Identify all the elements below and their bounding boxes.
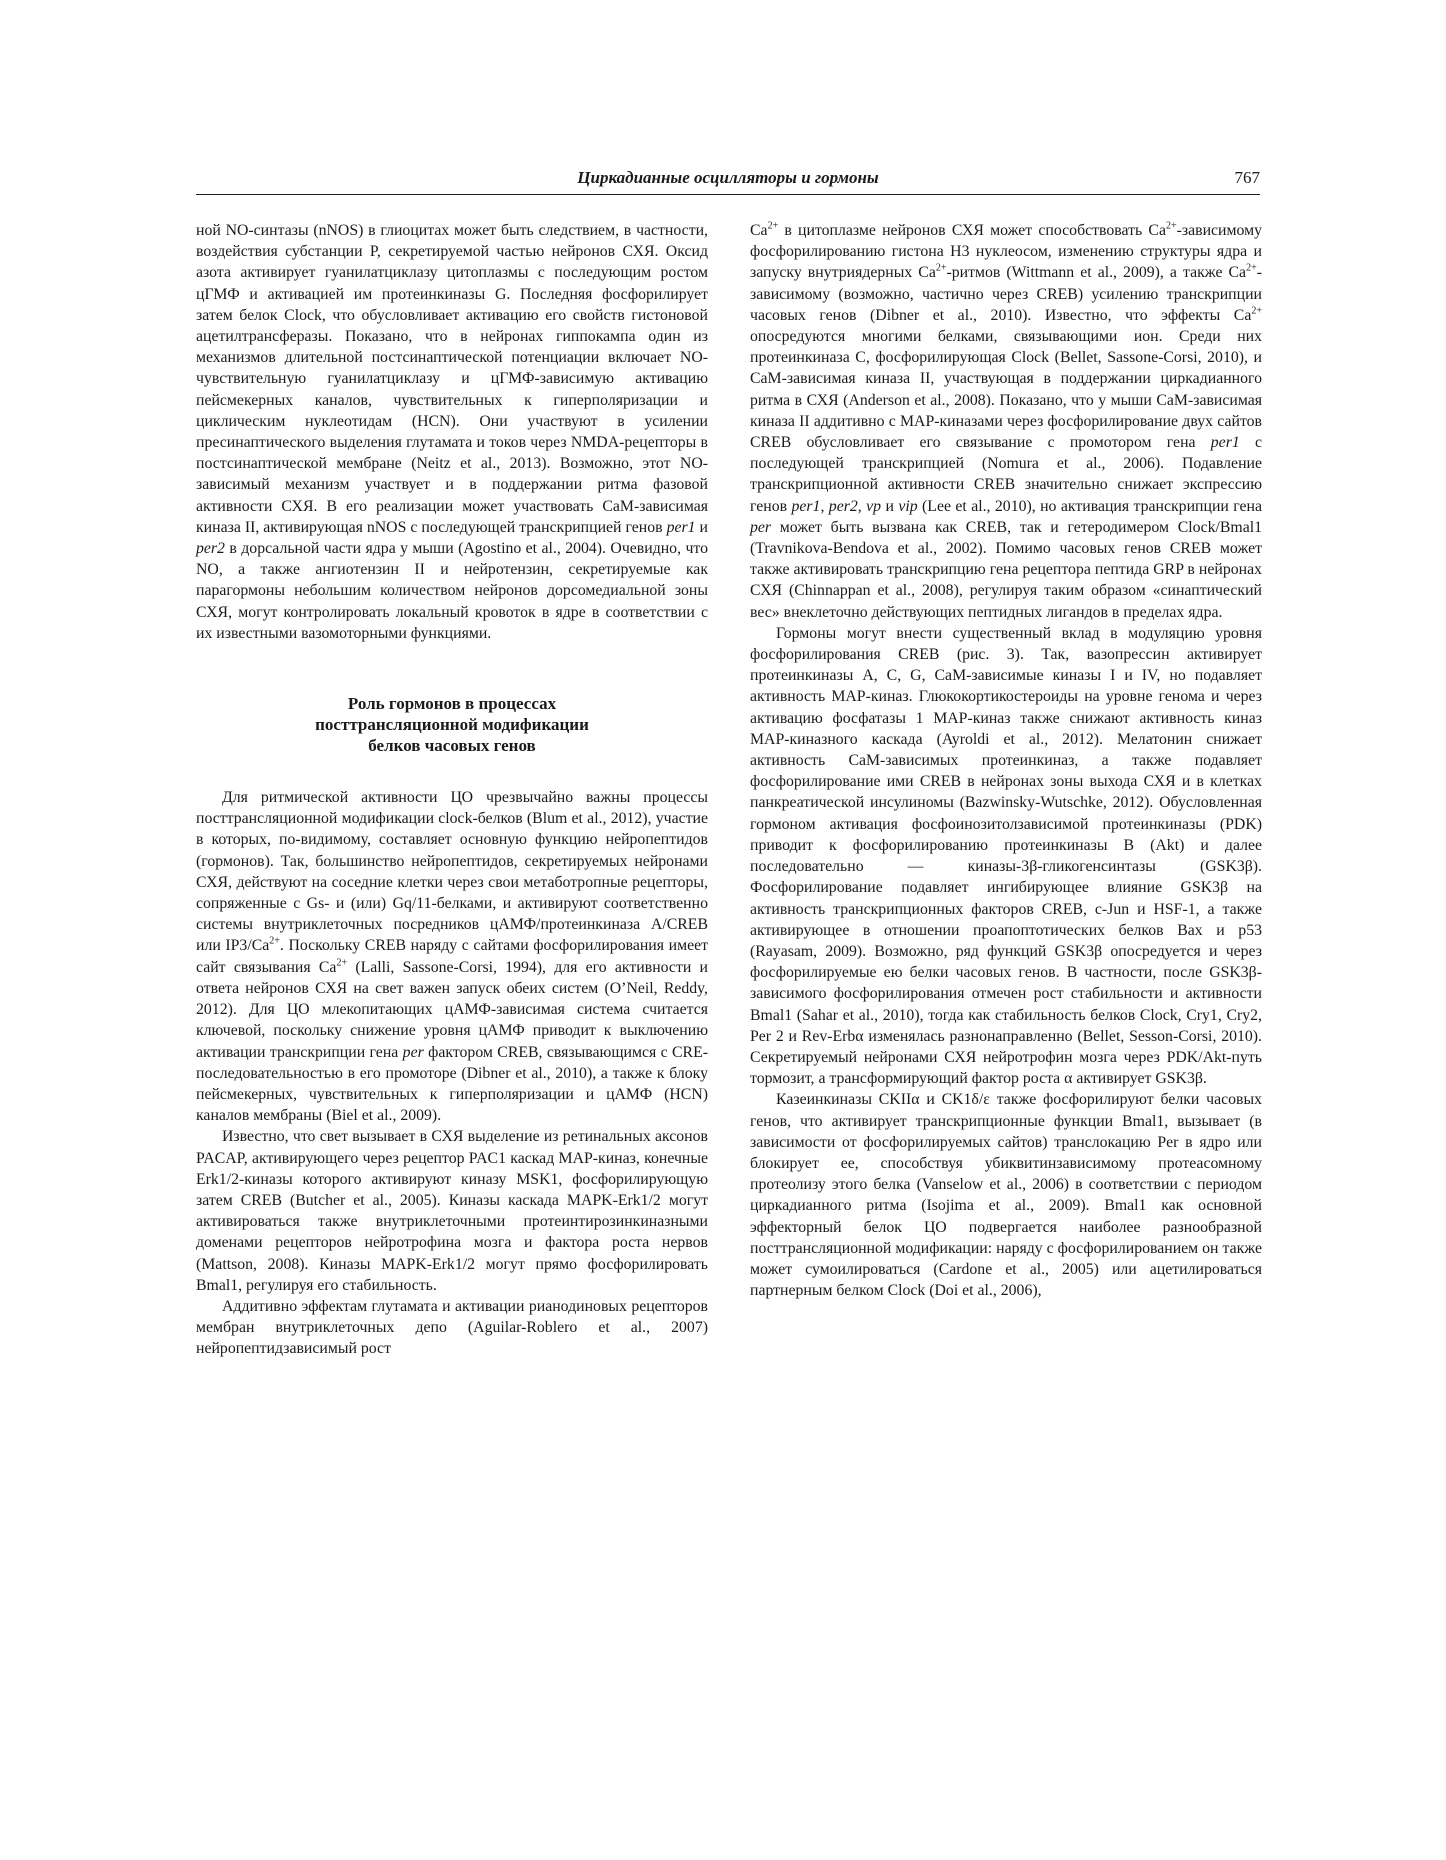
page-number: 767 — [1234, 168, 1260, 187]
paragraph: Для ритмической активности ЦО чрезвычайно важны процессы посттрансляционной модификации clock-белков (Blum et al., 2012), участие в которых, по-видимому, составляет основную функцию нейропептидов (гормонов). Так, большинство нейропептидов, секретируемых нейронами СХЯ, действуют на соседние клетки через свои метаботропные рецепторы, сопряженные с Gs- и (или) Gq/11-белками, и активируют соответственно системы внутриклеточных посредников цАМФ/протеинкиназа A/CREB или $IP3/Ca^{2+}$. Поскольку CREB наряду с сайтами фосфорилирования имеет сайт связывания $Ca^{2+}$ (Lalli, Sassone-Corsi, 1994), для его активности и ответа нейронов СХЯ на свет важен запуск обеих систем (O’Neil, Reddy, 2012). Для ЦО млекопитающих цАМФ-зависимая система считается ключевой, поскольку снижение уровня цАМФ приводит к выключению активации транскрипции гена per фактором CREB, связывающимся с CRE-последовательностью в его промоторе (Dibner et al., 2010), а также к блоку пейсмекерных, чувствительных к гиперполяризации и цАМФ (HCN) каналов мембраны (Biel et al., 2009). — [196, 789, 709, 1125]
right-column — [750, 220, 1262, 1301]
paragraph: $Ca^{2+}$ в цитоплазме нейронов СХЯ может способствовать $Ca^{2+}$-зависимому фосфорилированию гистона H3 нуклеосом, изменению структуры ядра и запуску внутриядерных $Ca^{2+}$-ритмов (Wittmann et al., 2009), а также $Ca^{2+}$-зависимому (возможно, частично через CREB) усилению транскрипции часовых генов (Dibner et al., 2010). Известно, что эффекты $Ca^{2+}$ опосредуются многими белками, связывающими ион. Среди них протеинкиназа C, фосфорилирующая Clock (Bellet, Sassone-Corsi, 2010), и CaM-зависимая киназа II, участвующая в поддержании циркадианного ритма в СХЯ (Anderson et al., 2008). Показано, что у мыши CaM-зависимая киназа II аддитивно с MAP-киназами через фосфорилирование двух сайтов CREB обусловливает его связывание с промотором гена per1 с последующей транскрипцией (Nomura et al., 2006). Подавление транскрипционной активности CREB значительно снижает экспрессию генов per1, per2, vp и vip (Lee et al., 2010), но активация транскрипции гена per может быть вызвана как CREB, так и гетеродимером Clock/Bmal1 (Travnikova-Bendova et al., 2002). Помимо часовых генов CREB может также активировать транскрипцию гена рецептора пептида GRP в нейронах СХЯ (Chinnappan et al., 2008), регулируя таким образом «синаптический вес» внеклеточно действующих пептидных лигандов в пределах ядра. — [750, 220, 1263, 621]
paragraph: Аддитивно эффектам глутамата и активации рианодиновых рецепторов мембран внутриклеточных депо (Aguilar-Roblero et al., 2007) нейропептидзависимый рост — [196, 1297, 708, 1358]
left-column — [196, 220, 708, 1360]
paragraph: Казеинкиназы CKIIα и CK1δ/ε также фосфорилируют белки часовых генов, что активирует транскрипционные функции Bmal1, вызывает (в зависимости от фосфорилируемых сайтов) транслокацию Per в ядро или блокирует ее, способствуя убиквитинзависимому протеасомному протеолизу этого белка (Vanselow et al., 2006) в соответствии с периодом циркадианного ритма (Isojima et al., 2009). Bmal1 как основной эффекторный белок ЦО подвергается наиболее разнообразной посттрансляционной модификации: наряду с фосфорилированием он также может сумоилироваться (Cardone et al., 2005) или ацетилироваться партнерным белком Clock (Doi et al., 2006), — [750, 1091, 1262, 1300]
running-title: Циркадианные осцилляторы и гормоны — [577, 168, 879, 187]
running-header — [196, 168, 1260, 195]
paragraph: Гормоны могут внести существенный вклад в модуляцию уровня фосфорилирования CREB (рис. 3). Так, вазопрессин активирует протеинкиназы A, C, G, CaM-зависимые киназы I и IV, но подавляет активность MAP-киназ. Глюкокортикостероиды на уровне генома и через активацию фосфатазы 1 MAP-киназ также снижают активность киназ MAP-киназного каскада (Ayroldi et al., 2012). Мелатонин снижает активность CaM-зависимых протеинкиназ, а также подавляет фосфорилирование ими CREB в нейронах зоны выхода СХЯ и в клетках панкреатической инсулиномы (Bazwinsky-Wutschke, 2012). Обусловленная гормоном активация фосфоинозитолзависимой протеинкиназы (PDK) приводит к фосфорилированию протеинкиназы B (Akt) и далее последовательно — киназы-3β-гликогенсинтазы (GSK3β). Фосфорилирование подавляет ингибирующее влияние GSK3β на активность транскрипционных факторов CREB, c-Jun и HSF-1, а также активирующее в отношении проапоптотических белков Bax и p53 (Rayasam, 2009). Возможно, ряд функций GSK3β опосредуется и через фосфорилируемые ею белки часовых генов. В частности, после GSK3β-зависимого фосфорилирования отмечен рост стабильности и активности Bmal1 (Sahar et al., 2010), тогда как стабильность белков Clock, Cry1, Cry2, Per 2 и Rev-Erbα изменялась разнонаправленно (Bellet, Sesson-Corsi, 2010). Секретируемый нейронами СХЯ нейротрофин мозга через PDK/Akt-путь тормозит, а трансформирующий фактор роста α активирует GSK3β. — [750, 624, 1262, 1088]
section-heading: Роль гормонов в процессах посттрансляционной модификации белков часовых генов — [315, 694, 589, 756]
paragraph: ной NO-синтазы (nNOS) в глиоцитах может быть следствием, в частности, воздействия субстанции P, секретируемой частью нейронов СХЯ. Оксид азота активирует гуанилатциклазу цитоплазмы с последующим ростом цГМФ и активацией им протеинкиназы G. Последняя фосфорилирует затем белок Clock, что обусловливает активацию его свойств гистоновой ацетилтрансферазы. Показано, что в нейронах гиппокампа один из механизмов длительной постсинаптической потенциации включает NO-чувствительную гуанилатциклазу и цГМФ-зависимую активацию пейсмекерных каналов, чувствительных к гиперполяризации и циклическим нуклеотидам (HCN). Они участвуют в усилении пресинаптического выделения глутамата и токов через NMDA-рецепторы в постсинаптической мембране (Neitz et al., 2013). Возможно, этот NO-зависимый механизм участвует и в поддержании ритма фазовой активности СХЯ. В его реализации может участвовать CaM-зависимая киназа II, активирующая nNOS с последующей транскрипцией генов per1 и per2 в дорсальной части ядра у мыши (Agostino et al., 2004). Очевидно, что NO, а также ангиотензин II и нейротензин, секретируемые как парагормоны небольшим количеством нейронов дорсомедиальной зоны СХЯ, могут контролировать локальный кровоток в ядре в соответствии с их известными вазомоторными функциями. — [196, 222, 708, 642]
paragraph: Известно, что свет вызывает в СХЯ выделение из ретинальных аксонов PACAP, активирующего через рецептор PAC1 каскад MAP-киназ, конечные Erk1/2-киназы которого активируют киназу MSK1, фосфорилирующую затем CREB (Butcher et al., 2005). Киназы каскада MAPK-Erk1/2 могут активироваться также внутриклеточными протеинтирозинкиназными доменами рецепторов нейротрофина мозга и фактора роста нервов (Mattson, 2008). Киназы MAPK-Erk1/2 могут прямо фосфорилировать Bmal1, регулируя его стабильность. — [196, 1128, 708, 1294]
